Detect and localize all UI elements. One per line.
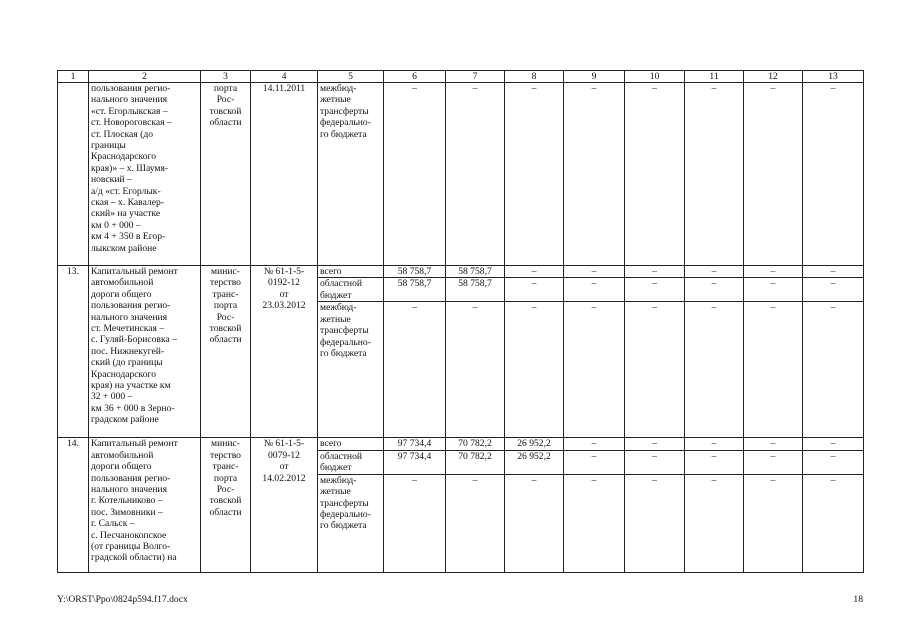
object-name-cell: Капитальный ремонт автомобильной дороги общего пользования регио- нального значения ст. Мечетинская – с. Гуляй-Борисовка – пос. Нижнекугей- ский (до границы Краснодарского края) на участке км 32 + 000 – км 36 + 000 в Зерно- градском районе (89, 266, 201, 438)
object-name-cell: Капитальный ремонт автомобильной дороги общего пользования регио- нального значения г. Котельниково – пос. Зимовники – г. Сальск – с. Песчанокопское (от границы Волго- градской области) на (89, 438, 201, 572)
value-cell: – (803, 266, 864, 278)
column-header: 7 (446, 71, 505, 83)
value-cell: – (446, 302, 505, 438)
value-cell: – (446, 83, 505, 266)
value-cell: – (625, 278, 685, 302)
value-cell: – (564, 438, 625, 450)
value-cell: – (625, 474, 685, 572)
column-header: 3 (201, 71, 251, 83)
funding-source-cell: межбюд- жетные трансферты федерально- го бюджета (318, 302, 384, 438)
object-name-cell: пользования регио- нального значения «ст. Егорлыкская – ст. Новороговская – ст. Плоская (до границы Краснодарского края)» – х. Шаумя- новский – а/д «ст. Егорлык- ская – х. Кавалер- ский» на участке км 0 + 000 – км 4 + 350 в Егор- лыкском районе (89, 83, 201, 266)
value-cell: 58 758,7 (446, 266, 505, 278)
column-header: 10 (625, 71, 685, 83)
value-cell: – (625, 83, 685, 266)
row-number-cell: 13. (58, 266, 89, 438)
value-cell: – (744, 83, 803, 266)
value-cell: – (625, 266, 685, 278)
value-cell: – (744, 266, 803, 278)
value-cell: – (685, 474, 744, 572)
value-cell: – (564, 450, 625, 474)
value-cell: – (384, 302, 446, 438)
table-row-continued (58, 83, 864, 266)
value-cell: – (564, 302, 625, 438)
value-cell: – (505, 266, 564, 278)
value-cell: – (384, 83, 446, 266)
budget-table (57, 70, 864, 573)
document-cell: № 61-1-5- 0079-12 от 14.02.2012 (251, 438, 318, 572)
value-cell: 58 758,7 (446, 278, 505, 302)
value-cell: – (564, 474, 625, 572)
value-cell: – (744, 438, 803, 450)
value-cell: – (744, 474, 803, 572)
value-cell: – (685, 438, 744, 450)
value-cell: 26 952,2 (505, 450, 564, 474)
value-cell: – (803, 278, 864, 302)
row-number-cell (58, 83, 89, 266)
value-cell: – (685, 450, 744, 474)
funding-source-cell: межбюд- жетные трансферты федерально- го бюджета (318, 474, 384, 572)
value-cell: – (803, 83, 864, 266)
column-header: 6 (384, 71, 446, 83)
column-header: 12 (744, 71, 803, 83)
footer-file-path: Y:\ORST\Ppo\0824p594.f17.docx (57, 594, 188, 605)
column-header: 4 (251, 71, 318, 83)
value-cell: 26 952,2 (505, 438, 564, 450)
value-cell: – (803, 302, 864, 438)
value-cell: – (625, 450, 685, 474)
value-cell: – (384, 474, 446, 572)
value-cell: – (803, 474, 864, 572)
table-row (58, 438, 864, 450)
value-cell: – (505, 474, 564, 572)
column-header: 11 (685, 71, 744, 83)
row-number-cell: 14. (58, 438, 89, 572)
value-cell: – (744, 450, 803, 474)
value-cell: 58 758,7 (384, 278, 446, 302)
organization-cell: минис- терство транс- порта Рос- товской области (201, 266, 251, 438)
value-cell: – (685, 302, 744, 438)
value-cell: 70 782,2 (446, 450, 505, 474)
value-cell: – (685, 83, 744, 266)
value-cell: – (564, 278, 625, 302)
value-cell: 70 782,2 (446, 438, 505, 450)
organization-cell: минис- терство транс- порта Рос- товской области (201, 438, 251, 572)
column-header: 8 (505, 71, 564, 83)
value-cell: – (744, 302, 803, 438)
document-cell: № 61-1-5- 0192-12 от 23.03.2012 (251, 266, 318, 438)
value-cell: – (803, 450, 864, 474)
column-header: 5 (318, 71, 384, 83)
funding-source-cell: всего (318, 266, 384, 278)
column-header: 13 (803, 71, 864, 83)
value-cell: – (744, 278, 803, 302)
value-cell: 97 734,4 (384, 438, 446, 450)
value-cell: 58 758,7 (384, 266, 446, 278)
value-cell: – (625, 302, 685, 438)
funding-source-cell: всего (318, 438, 384, 450)
column-header: 1 (58, 71, 89, 83)
page-number: 18 (853, 594, 863, 605)
value-cell: – (625, 438, 685, 450)
value-cell: – (505, 83, 564, 266)
value-cell: – (564, 83, 625, 266)
table-row (58, 266, 864, 278)
organization-cell: порта Рос- товской области (201, 83, 251, 266)
document-cell: 14.11.2011 (251, 83, 318, 266)
value-cell: – (564, 266, 625, 278)
value-cell: – (685, 266, 744, 278)
funding-source-cell: областной бюджет (318, 450, 384, 474)
funding-source-cell: областной бюджет (318, 278, 384, 302)
value-cell: – (505, 302, 564, 438)
value-cell: – (803, 438, 864, 450)
header-row (58, 71, 864, 83)
funding-source-cell: межбюд- жетные трансферты федерально- го бюджета (318, 83, 384, 266)
value-cell: – (505, 278, 564, 302)
column-header: 9 (564, 71, 625, 83)
column-header: 2 (89, 71, 201, 83)
value-cell: – (446, 474, 505, 572)
value-cell: 97 734,4 (384, 450, 446, 474)
value-cell: – (685, 278, 744, 302)
